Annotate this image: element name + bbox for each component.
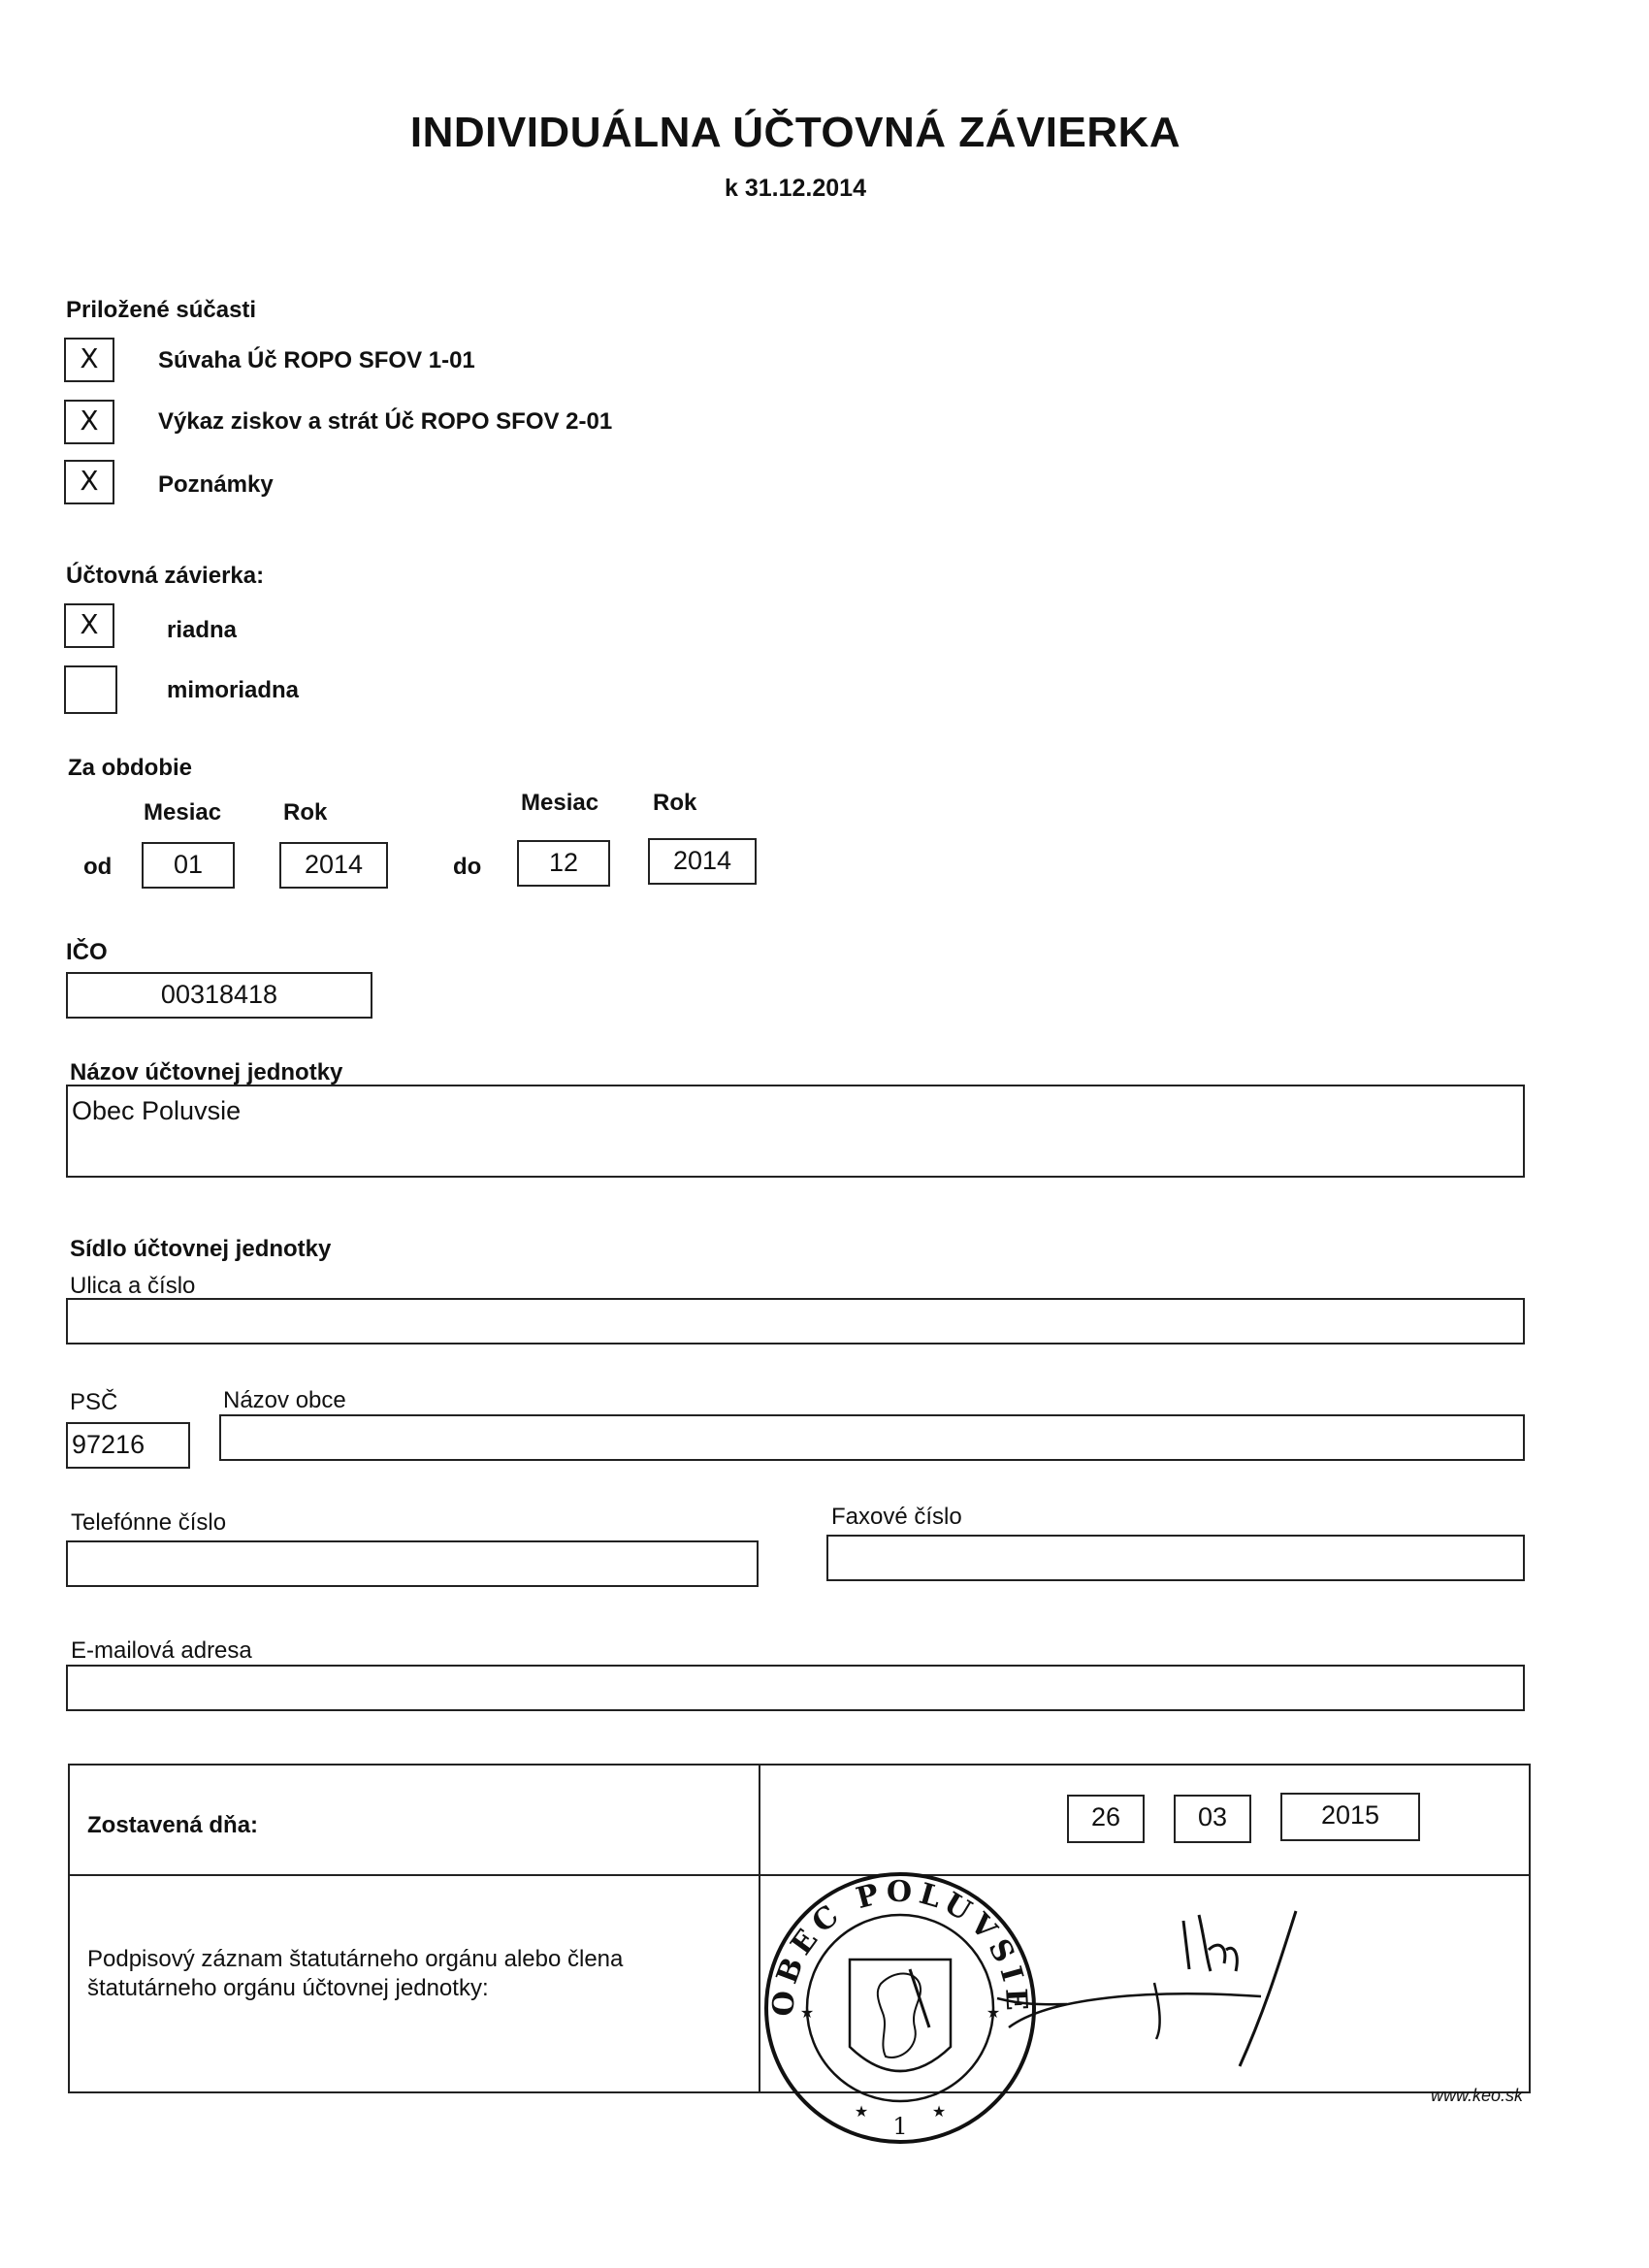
compiled-day-field[interactable]: 26 xyxy=(1067,1795,1145,1843)
to-label: do xyxy=(453,854,482,880)
to-year-field[interactable]: 2014 xyxy=(648,838,757,885)
to-month-label: Mesiac xyxy=(521,790,599,816)
attachments-heading: Priložené súčasti xyxy=(66,297,257,323)
fax-label: Faxové číslo xyxy=(831,1504,962,1530)
closing-date: k 31.12.2014 xyxy=(725,175,866,202)
stamp-star-bottom-left: ★ xyxy=(854,2102,869,2121)
to-year-label: Rok xyxy=(653,790,697,816)
street-label: Ulica a číslo xyxy=(70,1273,196,1299)
from-year-label: Rok xyxy=(283,799,328,826)
email-label: E-mailová adresa xyxy=(71,1637,252,1664)
closing-type-label-regular: riadna xyxy=(167,617,238,643)
psc-field[interactable]: 97216 xyxy=(66,1422,190,1469)
closing-type-heading: Účtovná závierka: xyxy=(66,563,265,589)
street-field[interactable] xyxy=(66,1298,1525,1345)
compiled-year-field[interactable]: 2015 xyxy=(1280,1793,1420,1841)
town-field[interactable] xyxy=(219,1414,1525,1461)
phone-field[interactable] xyxy=(66,1540,759,1587)
ico-field[interactable]: 00318418 xyxy=(66,972,372,1019)
signature-label-line2: štatutárneho orgánu účtovnej jednotky: xyxy=(87,1975,489,2001)
stamp-star-left: ★ xyxy=(799,2003,815,2022)
entity-name-label: Názov účtovnej jednotky xyxy=(70,1059,343,1085)
stamp-number: 1 xyxy=(892,2113,908,2140)
compiled-label: Zostavená dňa: xyxy=(87,1812,259,1838)
compiled-month-field[interactable]: 03 xyxy=(1174,1795,1251,1843)
coat-of-arms-shield xyxy=(850,1960,951,2071)
closing-type-checkbox-extraordinary[interactable] xyxy=(64,665,117,714)
stamp-text: OBEC POLUVSIE xyxy=(766,1874,1034,2018)
from-label: od xyxy=(83,854,113,880)
phone-label: Telefónne číslo xyxy=(71,1509,227,1536)
attachment-checkbox-balance[interactable]: X xyxy=(64,338,114,382)
to-month-field[interactable]: 12 xyxy=(517,840,610,887)
attachment-label-notes: Poznámky xyxy=(158,471,274,498)
period-heading: Za obdobie xyxy=(68,755,192,781)
email-field[interactable] xyxy=(66,1665,1525,1711)
page-title: INDIVIDUÁLNA ÚČTOVNÁ ZÁVIERKA xyxy=(409,109,1181,156)
attachment-checkbox-profit-loss[interactable]: X xyxy=(64,400,114,444)
from-month-field[interactable]: 01 xyxy=(142,842,235,889)
ico-label: IČO xyxy=(66,939,108,965)
handwritten-signature xyxy=(989,1882,1319,2076)
seat-heading: Sídlo účtovnej jednotky xyxy=(70,1236,332,1262)
psc-label: PSČ xyxy=(70,1389,118,1415)
attachment-checkbox-notes[interactable]: X xyxy=(64,460,114,504)
from-year-field[interactable]: 2014 xyxy=(279,842,388,889)
attachment-label-balance: Súvaha Úč ROPO SFOV 1-01 xyxy=(158,347,475,373)
stamp-star-right: ★ xyxy=(986,2003,1001,2022)
closing-type-checkbox-regular[interactable]: X xyxy=(64,603,114,648)
entity-name-field[interactable]: Obec Poluvsie xyxy=(66,1085,1525,1178)
town-label: Názov obce xyxy=(223,1387,346,1413)
attachment-label-profit-loss: Výkaz ziskov a strát Úč ROPO SFOV 2-01 xyxy=(158,408,613,435)
stamp-star-bottom-right: ★ xyxy=(931,2102,947,2121)
closing-type-label-extraordinary: mimoriadna xyxy=(167,677,300,703)
from-month-label: Mesiac xyxy=(144,799,222,826)
website-footer: www.keo.sk xyxy=(1430,2086,1523,2105)
signature-label-line1: Podpisový záznam štatutárneho orgánu alebo člena xyxy=(87,1946,624,1972)
fax-field[interactable] xyxy=(826,1535,1525,1581)
